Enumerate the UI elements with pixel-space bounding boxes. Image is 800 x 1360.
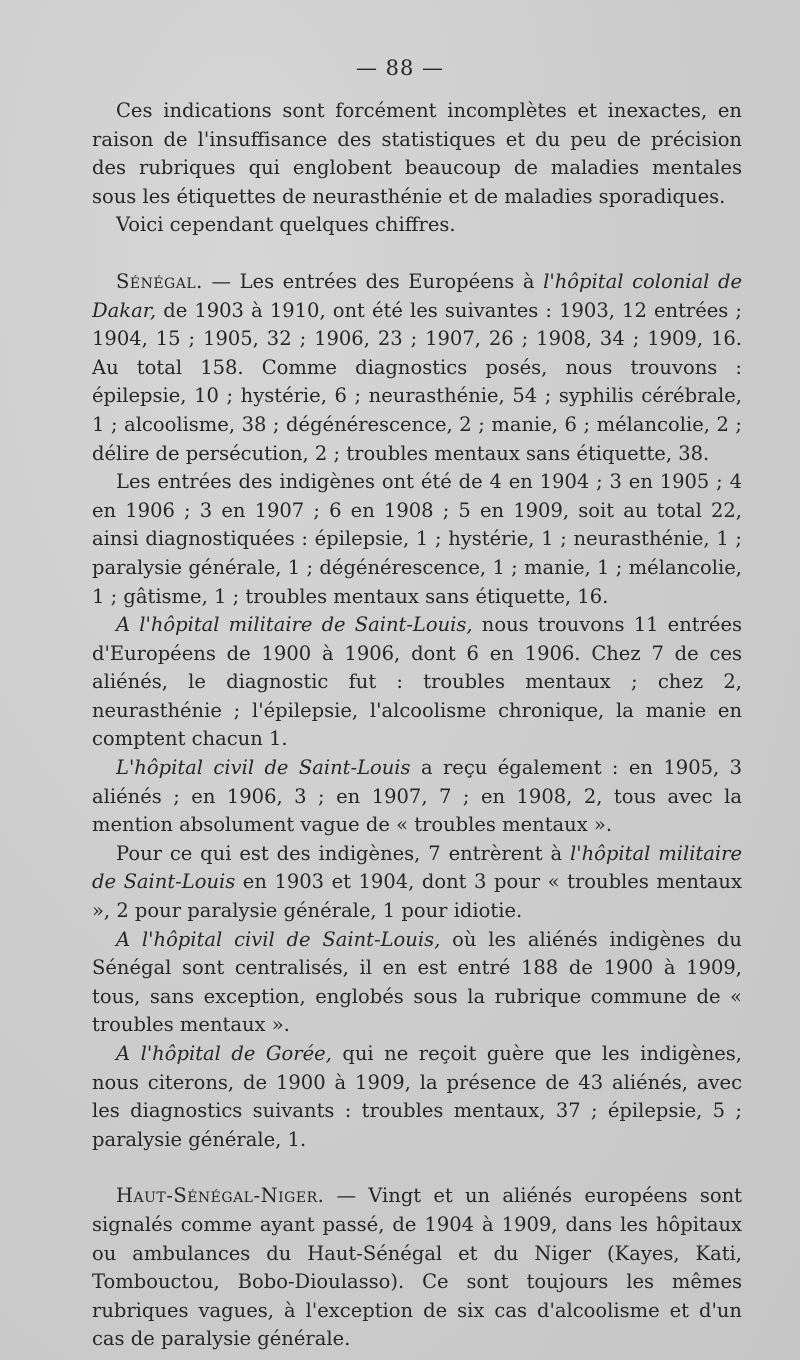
paragraph-intro <box>92 97 742 211</box>
page-number: — 88 — <box>355 56 445 80</box>
paragraph-indigenes-militaire <box>92 840 742 926</box>
paragraph-chiffres <box>92 211 742 240</box>
paragraph-goree <box>92 1040 742 1154</box>
paragraph-indigenes <box>92 468 742 611</box>
paragraph-text: nous trouvons 11 entrées d'Européens de 1900 à 1906, dont 6 en 1906. Chez 7 de ces aliénés, le diagnostic fut : troubles mentaux ; chez 2, neurasthénie ; l'épilepsie, l'alcoolisme chronique, la manie en comptent chacun 1. <box>92 613 742 751</box>
italic-text: A l'hôpital civil de Saint-Louis, <box>116 927 441 951</box>
italic-text: A l'hôpital de Gorée, <box>116 1042 332 1065</box>
section-senegal <box>92 268 742 468</box>
paragraph-text: qui ne reçoit guère que les indigènes, nous citerons, de 1900 à 1909, la présence de 43 aliénés, avec les diagnostics suivants : troubles mentaux, 37 ; épilepsie, 5 ; paralysie générale, 1. <box>92 1042 743 1151</box>
paragraph-text: de 1903 à 1910, ont été les suivantes : 1903, 12 entrées ; 1904, 15 ; 1905, 32 ; 1906, 23 ; 1907, 26 ; 1908, 34 ; 1909, 16. Au total 158. Comme diagnostics posés, nous trouvons : épilepsie, 10 ; hystérie, 6 ; neurasthénie, 54 ; syphilis cérébrale, 1 ; alcoolisme, 38 ; dégénérescence, 2 ; manie, 6 ; mélancolie, 2 ; délire de persécution, 2 ; troubles mentaux sans étiquette, 38. <box>92 298 742 465</box>
paragraph-text: — Les entrées des Européens à <box>202 269 544 293</box>
paragraph-text: où les aliénés indigènes du Sénégal sont centralisés, il en est entré 188 de 1900 à 1909, tous, sans exception, englobés sous la rubrique commune de « troubles mentaux ». <box>92 927 742 1037</box>
paragraph-text: Les entrées des indigènes ont été de 4 en 1904 ; 3 en 1905 ; 4 en 1906 ; 3 en 1907 ; 6 en 1908 ; 5 en 1909, soit au total 22, ainsi diagnostiquées : épilepsie, 1 ; hystérie, 1 ; neurasthénie, 1 ; paralysie générale, 1 ; dégénérescence, 1 ; manie, 1 ; mélancolie, 1 ; gâtisme, 1 ; troubles mentaux sans étiquette, 16. <box>92 470 742 608</box>
italic-text: L'hôpital civil de Saint-Louis <box>116 756 411 780</box>
body-text <box>92 97 742 1354</box>
section-heading: Haut-Sénégal-Niger. <box>116 1184 325 1208</box>
section-haut-senegal-niger <box>92 1182 742 1354</box>
section-heading: Sénégal. <box>116 269 203 293</box>
paragraph-text: — Vingt et un aliénés européens sont signalés comme ayant passé, de 1904 à 1909, dans les hôpitaux ou ambulances du Haut-Sénégal et du Niger (Kayes, Kati, Tombouctou, Bobo-Dioulasso). Ce sont toujours les mêmes rubriques vagues, à l'exception de six cas d'alcoolisme et d'un cas de paralysie générale. <box>92 1184 742 1351</box>
italic-text: A l'hôpital militaire de Saint-Louis, <box>116 613 473 637</box>
italic-text: l'hôpital colonial de Dakar, <box>92 269 743 322</box>
paragraph-text: a reçu également : en 1905, 3 aliénés ; en 1906, 3 ; en 1907, 7 ; en 1908, 2, tous avec la mention absolument vague de « troubles mentaux ». <box>92 756 742 837</box>
paragraph-text: en 1903 et 1904, dont 3 pour « troubles mentaux », 2 pour paralysie générale, 1 pour idiotie. <box>92 870 742 923</box>
paragraph-hopital-civil <box>92 754 742 840</box>
paragraph-civil-centralise <box>92 926 742 1040</box>
paragraph-text: Pour ce qui est des indigènes, 7 entrèrent à <box>116 841 571 865</box>
paragraph-hopital-militaire <box>92 611 742 754</box>
italic-text: l'hôpital militaire de Saint-Louis <box>92 841 742 894</box>
paragraph-text: Voici cependant quelques chiffres. <box>116 213 456 237</box>
paragraph-text: Ces indications sont forcément incomplètes et inexactes, en raison de l'insuffisance des statistiques et du peu de précision des rubriques qui englobent beaucoup de maladies mentales sous les étiquettes de neurasthénie et de maladies sporadiques. <box>92 99 742 208</box>
